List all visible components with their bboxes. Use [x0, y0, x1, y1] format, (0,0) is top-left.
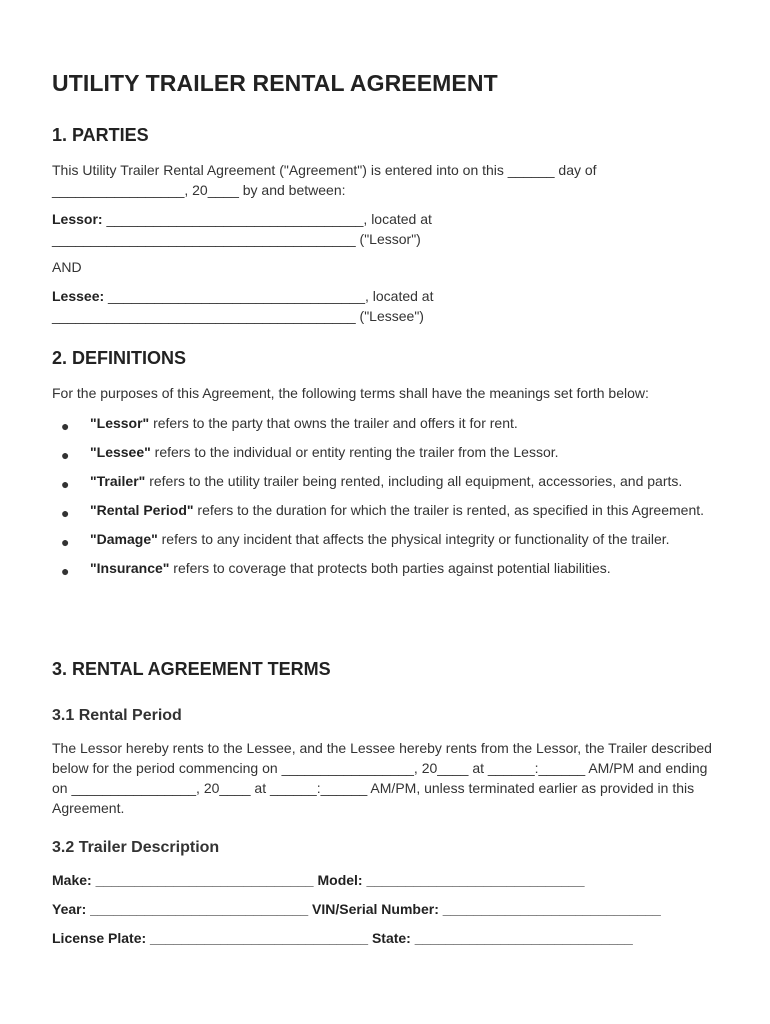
- definition-term: "Rental Period": [90, 502, 194, 518]
- definitions-intro: For the purposes of this Agreement, the following terms shall have the meanings set forth below:: [52, 385, 649, 401]
- bullet-icon: ●: [61, 476, 70, 492]
- definition-item: [52, 558, 722, 578]
- lessee-line-2: _______________________________________ ("Lessee"): [52, 308, 424, 324]
- definition-item: [52, 500, 722, 520]
- rental-period-text: The Lessor hereby rents to the Lessee, and the Lessee hereby rents from the Lessor, the Trailer described below for the period commencing on _________________, 20____ at ______:______ AM/PM and ending on ________________, 20____ at ______:______ AM/PM, unless terminated earlier as provided in this Agreement.: [52, 740, 712, 816]
- lessee-line-1: _________________________________, located at: [104, 288, 434, 304]
- bullet-icon: ●: [61, 505, 70, 521]
- section-parties-heading: 1. PARTIES: [52, 125, 149, 145]
- section-definitions-heading: 2. DEFINITIONS: [52, 348, 187, 368]
- bullet-icon: ●: [61, 418, 70, 434]
- lessor-label: Lessor:: [52, 211, 103, 227]
- bullet-icon: ●: [61, 563, 70, 579]
- definition-text: refers to the party that owns the trailer and offers it for rent.: [149, 415, 518, 431]
- lessee-block: [52, 286, 722, 326]
- parties-intro-line-1: This Utility Trailer Rental Agreement ("Agreement") is entered into on this ______ day of: [52, 162, 597, 178]
- definition-item: [52, 413, 722, 433]
- definition-item: [52, 471, 722, 491]
- trailer-description-heading: 3.2 Trailer Description: [52, 839, 220, 856]
- year-vin-line: Year: ____________________________ VIN/Serial Number: ____________________________: [52, 901, 661, 917]
- parties-intro: [52, 160, 722, 200]
- lessee-label: Lessee:: [52, 288, 105, 304]
- definition-text: refers to coverage that protects both parties against potential liabilities.: [169, 560, 611, 576]
- parties-intro-line-2: _________________, 20____ by and between:: [52, 182, 346, 198]
- bullet-icon: ●: [61, 534, 70, 550]
- definition-term: "Damage": [90, 531, 158, 547]
- lessor-block: [52, 209, 722, 249]
- section-rental-terms-heading: 3. RENTAL AGREEMENT TERMS: [52, 659, 331, 679]
- lessor-line-2: _______________________________________ ("Lessor"): [52, 231, 421, 247]
- definition-term: "Trailer": [90, 473, 146, 489]
- definition-text: refers to the utility trailer being rented, including all equipment, accessories, and parts.: [145, 473, 683, 489]
- definition-term: "Lessor": [90, 415, 150, 431]
- plate-state-line: License Plate: ____________________________ State: ____________________________: [52, 930, 633, 946]
- definition-term: "Lessee": [90, 444, 151, 460]
- document-title: UTILITY TRAILER RENTAL AGREEMENT: [52, 70, 498, 96]
- bullet-icon: ●: [61, 447, 70, 463]
- definition-item: [52, 442, 722, 462]
- and-text: AND: [52, 259, 82, 275]
- definition-term: "Insurance": [90, 560, 170, 576]
- lessor-line-1: _________________________________, located at: [102, 211, 432, 227]
- definitions-list: [52, 413, 722, 587]
- definition-text: refers to any incident that affects the physical integrity or functionality of the trailer.: [157, 531, 670, 547]
- rental-period-heading: 3.1 Rental Period: [52, 707, 182, 724]
- definition-item: [52, 529, 722, 549]
- definition-text: refers to the duration for which the trailer is rented, as specified in this Agreement.: [193, 502, 705, 518]
- make-model-line: Make: ____________________________ Model: ____________________________: [52, 872, 585, 888]
- definition-text: refers to the individual or entity renting the trailer from the Lessor.: [150, 444, 559, 460]
